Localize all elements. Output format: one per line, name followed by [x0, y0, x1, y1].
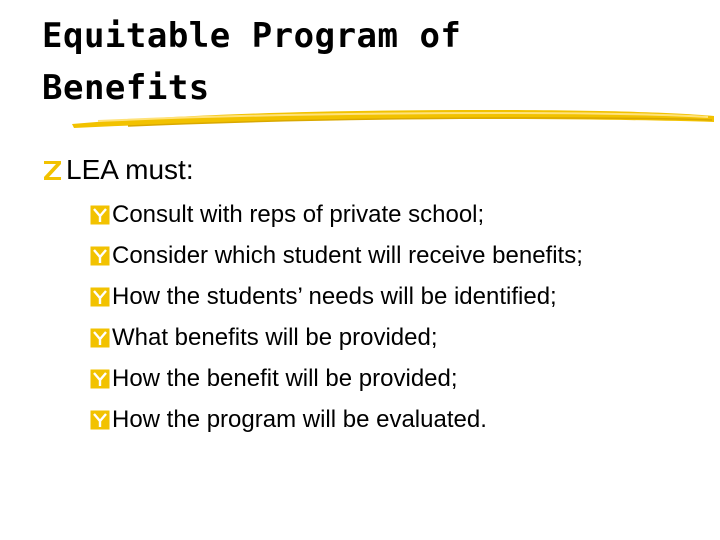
- y-checkbox-bullet-icon: [90, 369, 110, 389]
- z-bullet-icon: [42, 158, 64, 182]
- y-checkbox-bullet-icon: [90, 287, 110, 307]
- title-underline-brush: [68, 104, 718, 132]
- list-item: [90, 358, 583, 399]
- list-item: [90, 399, 583, 440]
- slide-title: [42, 10, 682, 114]
- main-point: [42, 150, 194, 190]
- y-checkbox-bullet-icon: [90, 246, 110, 266]
- slide-title-line-1: Equitable Program of: [42, 16, 462, 56]
- list-item: [90, 194, 583, 235]
- y-checkbox-bullet-icon: [90, 410, 110, 430]
- list-item: [90, 235, 583, 276]
- y-checkbox-bullet-icon: [90, 205, 110, 225]
- sub-points-list: [90, 194, 583, 440]
- list-item-text: Consider which student will receive benefits;: [112, 241, 583, 269]
- main-point-text: LEA must:: [66, 154, 194, 185]
- list-item-text: What benefits will be provided;: [112, 323, 438, 351]
- list-item-text: How the benefit will be provided;: [112, 364, 458, 392]
- y-checkbox-bullet-icon: [90, 328, 110, 348]
- list-item: [90, 317, 583, 358]
- list-item: [90, 276, 583, 317]
- list-item-text: How the students’ needs will be identified;: [112, 282, 557, 310]
- slide-title-line-2: Benefits: [42, 68, 210, 108]
- list-item-text: Consult with reps of private school;: [112, 200, 485, 228]
- list-item-text: How the program will be evaluated.: [112, 405, 487, 433]
